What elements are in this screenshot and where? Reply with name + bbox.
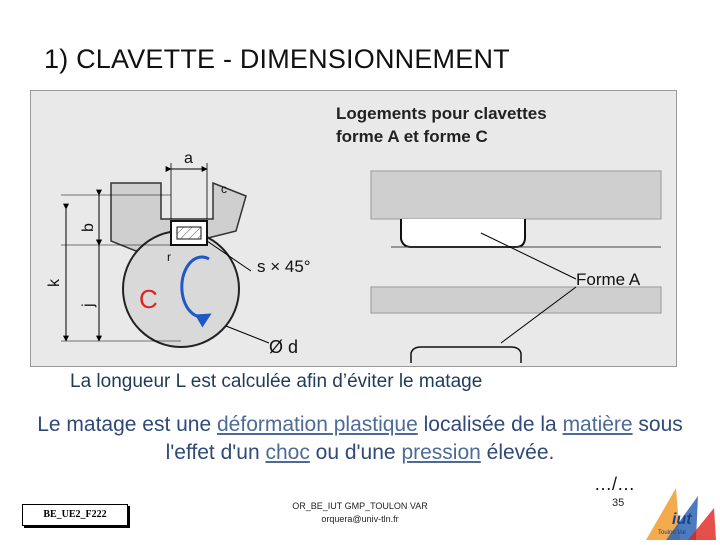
term-plastic-deformation: déformation plastique <box>217 413 418 436</box>
continuation-marker: …/… <box>594 474 636 494</box>
groove-elevation <box>401 219 525 247</box>
term-pressure: pression <box>401 441 481 464</box>
logo-text-sub: Toulon Var <box>658 530 687 536</box>
radius-r-label: r <box>167 250 171 264</box>
term-matter: matière <box>562 413 633 436</box>
dim-b-label: b <box>80 223 97 232</box>
figure-caption: La longueur L est calculée afin d’éviter le matage <box>70 371 483 392</box>
footer-author <box>270 500 450 526</box>
iut-logo <box>636 478 720 540</box>
body-text-3: sous l'effet d'un <box>165 413 683 464</box>
footer-line1: OR_BE_IUT GMP_TOULON VAR <box>292 501 428 511</box>
key-section <box>177 227 201 239</box>
keyway-drawing-svg <box>31 91 676 366</box>
dim-k-label: k <box>46 279 63 287</box>
dim-a-label: a <box>184 150 193 167</box>
logo-text-iut: iut <box>672 511 692 528</box>
overlay-c-label: C <box>139 284 158 314</box>
definition-paragraph <box>30 411 690 467</box>
chamfer-c-label: c <box>221 182 227 196</box>
term-shock: choc <box>265 441 310 464</box>
shaft-elevation <box>371 287 661 313</box>
body-text-4: ou d'une <box>309 441 402 464</box>
diameter-d-label: Ø d <box>269 337 299 357</box>
hub-elevation <box>371 171 661 219</box>
body-text-2: localisée de la <box>417 413 563 436</box>
body-text-5: élevée. <box>480 441 555 464</box>
document-reference-box: BE_UE2_F222 <box>22 504 128 526</box>
drawing-header-line2: forme A et forme C <box>336 127 488 146</box>
slide-title: 1) CLAVETTE - DIMENSIONNEMENT <box>44 44 510 74</box>
footer-email: orquera@univ-tln.fr <box>321 514 399 524</box>
chamfer-s-label: s × 45° <box>257 257 311 276</box>
drawing-header-line1: Logements pour clavettes <box>336 104 547 123</box>
dim-j-label: j <box>80 303 97 307</box>
forme-a-label: Forme A <box>576 270 641 289</box>
body-text-1: Le matage est une <box>37 413 217 436</box>
page-number: 35 <box>612 497 625 509</box>
technical-drawing <box>30 90 677 367</box>
lower-groove <box>411 347 521 363</box>
